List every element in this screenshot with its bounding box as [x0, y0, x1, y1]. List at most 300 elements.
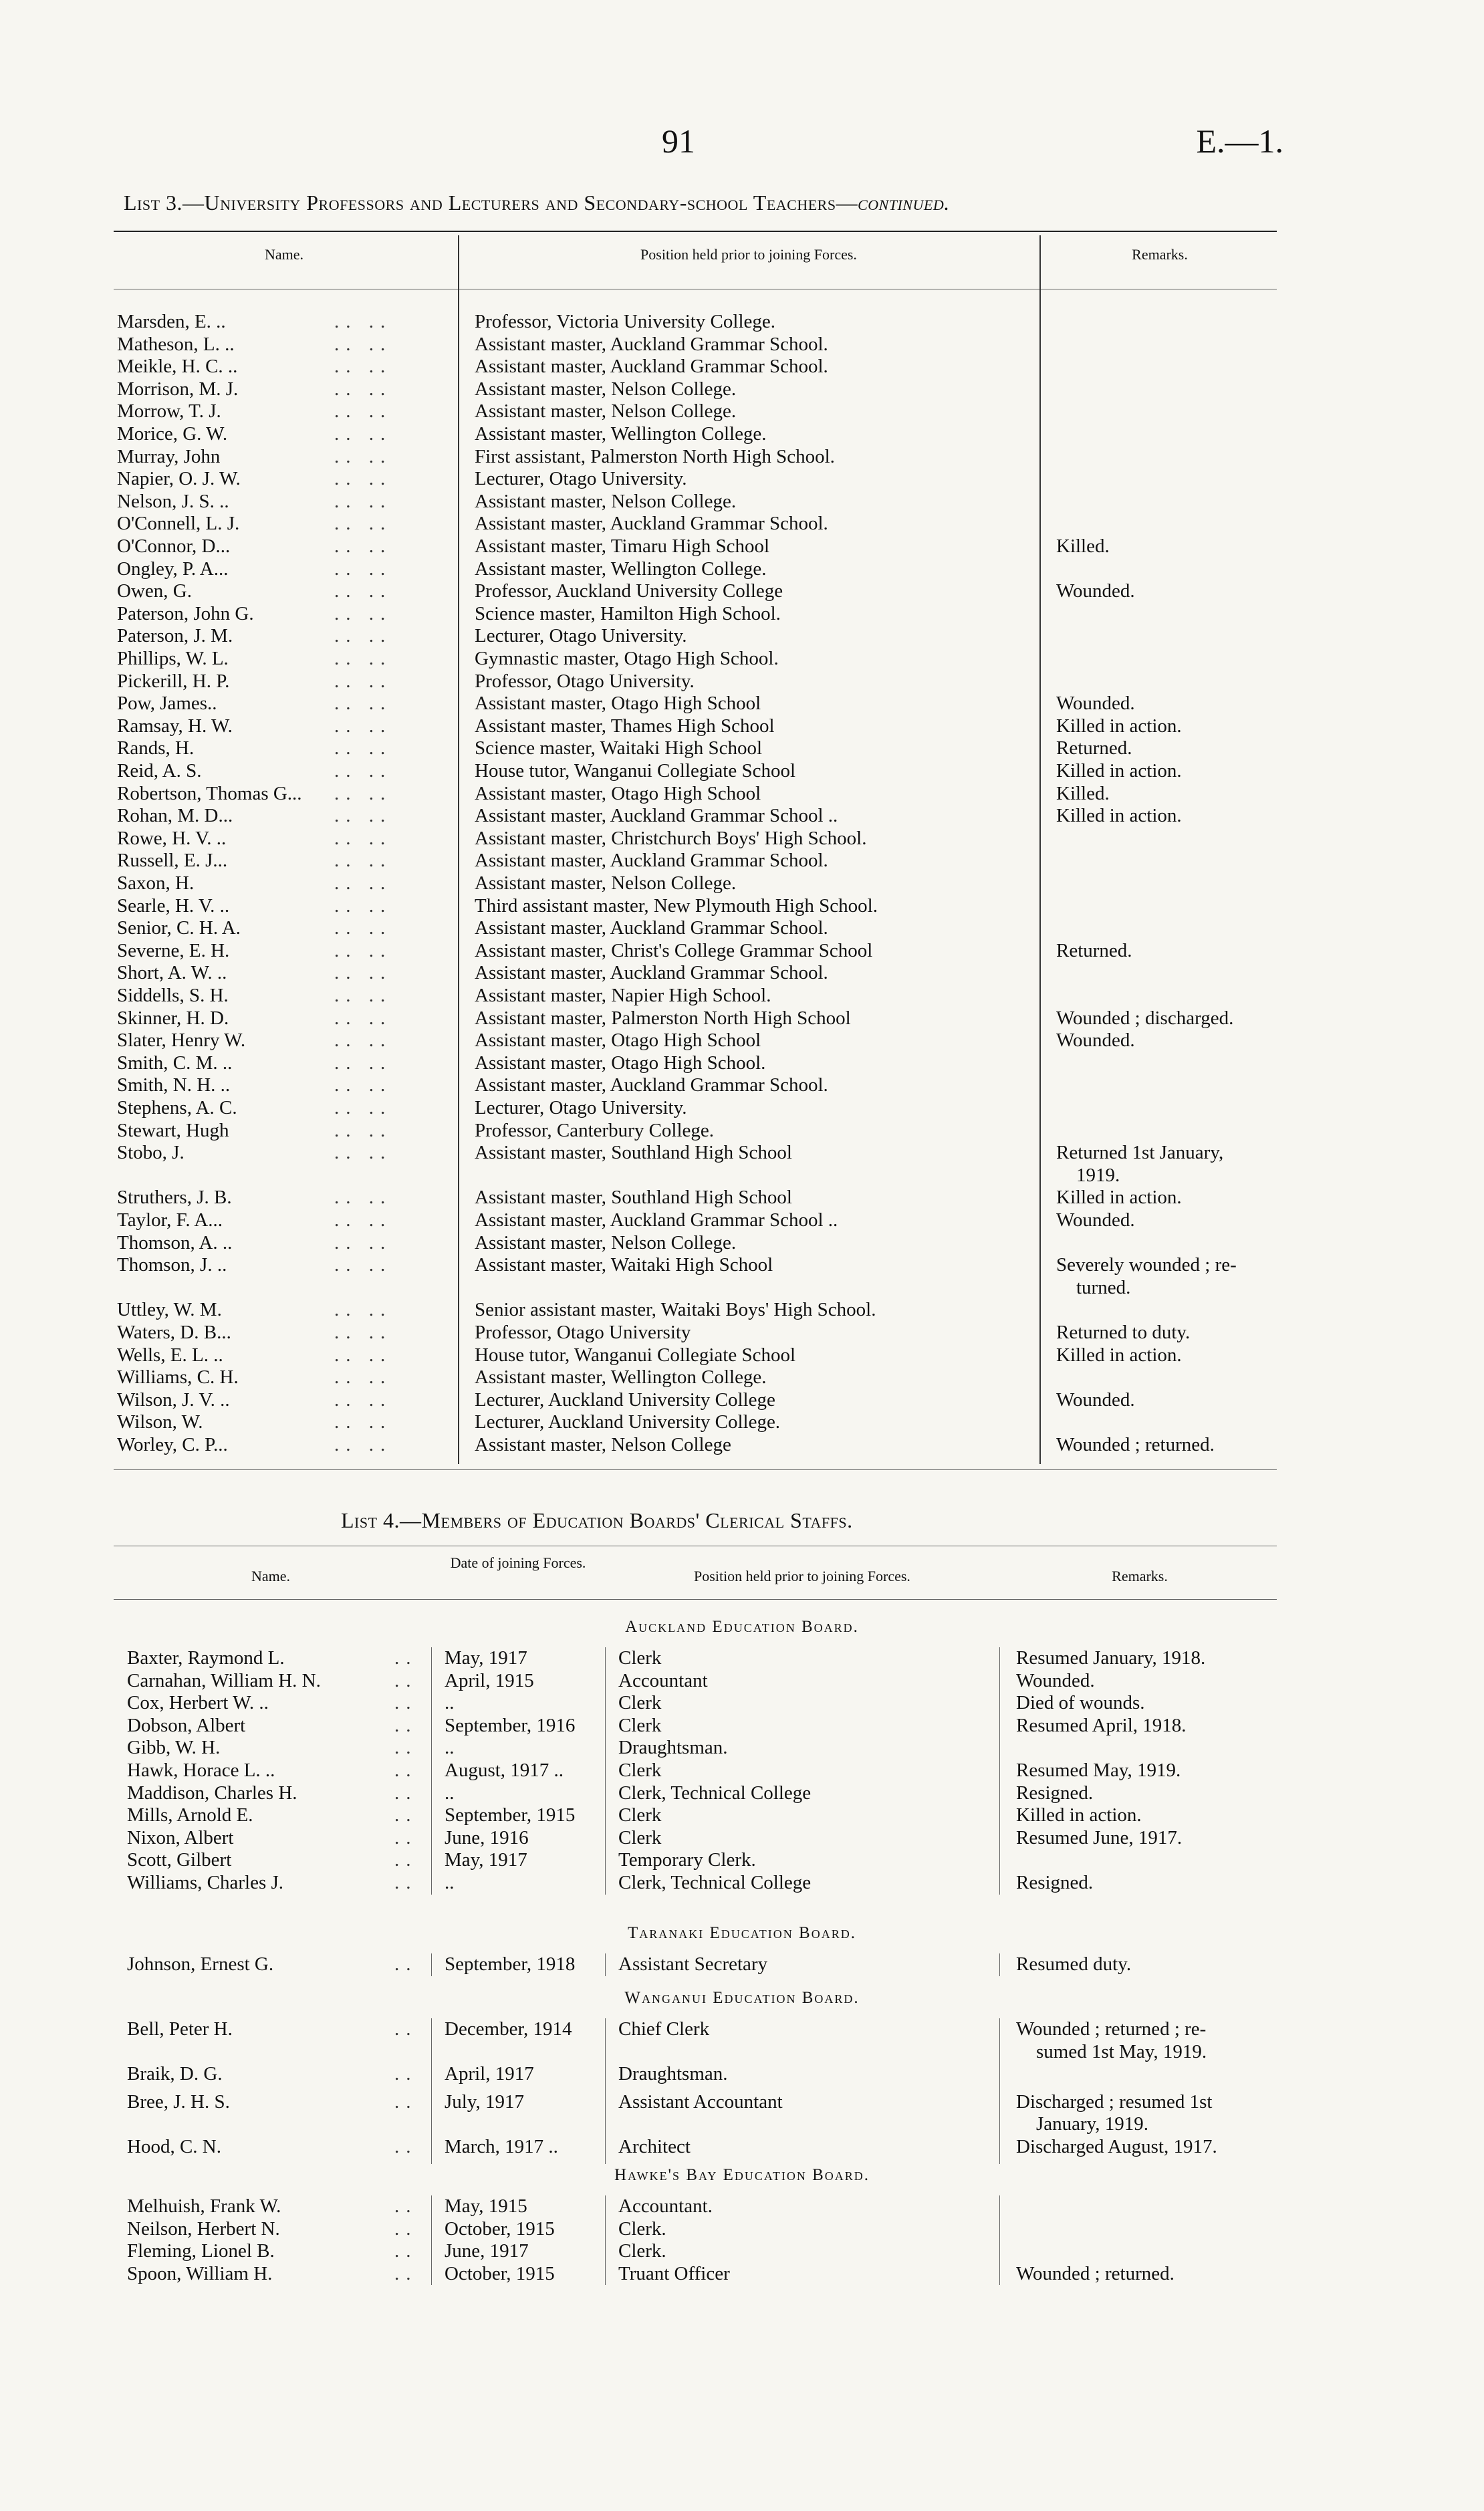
list3-position: House tutor, Wanganui Collegiate School: [475, 760, 796, 782]
list3-leader-dots: .. ..: [334, 805, 392, 827]
list3-position: Assistant master, Wellington College.: [475, 1366, 767, 1389]
list4-col-divider-2: [605, 2018, 606, 2164]
list3-remarks: Wounded.: [1056, 693, 1135, 715]
list3-row: [0, 558, 1484, 580]
list3-leader-dots: .. ..: [334, 872, 392, 894]
list4-remarks-continued: sumed 1st May, 1919.: [1036, 2040, 1207, 2062]
list3-header-remarks: Remarks.: [1132, 246, 1188, 263]
list3-leader-dots: .. ..: [334, 625, 392, 647]
list3-row: [0, 985, 1484, 1007]
list3-row: [0, 1120, 1484, 1142]
list4-row: [0, 2195, 1484, 2218]
list4-name: Spoon, William H.: [127, 2262, 273, 2284]
list3-leader-dots: .. ..: [334, 850, 392, 872]
list4-header-name: Name.: [251, 1568, 291, 1584]
list3-header-name: Name.: [264, 246, 304, 263]
list4-position: Chief Clerk: [618, 2018, 710, 2040]
list3-row: [0, 872, 1484, 894]
list3-name: Skinner, H. D.: [117, 1007, 229, 1029]
list3-leader-dots: .. ..: [334, 1052, 392, 1074]
list3-name: Marsden, E. ..: [117, 311, 226, 332]
list3-row-continued: [0, 1165, 1484, 1187]
list3-position: Assistant master, Wellington College.: [475, 423, 767, 445]
list3-leader-dots: .. ..: [334, 1074, 392, 1096]
list3-remarks: Killed in action.: [1056, 715, 1182, 737]
list4-name: Cox, Herbert W. ..: [127, 1692, 269, 1714]
list3-name: Short, A. W. ..: [117, 962, 227, 984]
list3-remarks: Wounded.: [1056, 1030, 1135, 1052]
list3-title: [124, 191, 950, 215]
list3-name: Slater, Henry W.: [117, 1030, 246, 1052]
list3-row: [0, 1209, 1484, 1231]
list4-name: Bell, Peter H.: [127, 2018, 233, 2040]
list4-position: Architect: [618, 2136, 691, 2157]
list4-row: [0, 1737, 1484, 1759]
list4-col-divider-3: [999, 1647, 1000, 1895]
list3-leader-dots: .. ..: [334, 1030, 392, 1052]
list4-row: [0, 2063, 1484, 2085]
list4-leader-dots: ..: [394, 1826, 418, 1848]
list3-position: Assistant master, Auckland Grammar School.: [475, 850, 828, 872]
list4-leader-dots: ..: [394, 1782, 418, 1804]
list4-position: Draughtsman.: [618, 2063, 728, 2085]
list3-position: Professor, Canterbury College.: [475, 1119, 715, 1141]
list4-date: ..: [445, 1692, 455, 1714]
list3-row: [0, 468, 1484, 490]
list4-name: Hawk, Horace L. ..: [127, 1760, 275, 1781]
list4-row: [0, 1953, 1484, 1976]
list4-remarks: Died of wounds.: [1016, 1692, 1145, 1714]
list3-name: O'Connell, L. J.: [117, 513, 240, 535]
list3-position: Assistant master, Otago High School.: [475, 1052, 766, 1074]
list4-header-position: Position held prior to joining Forces.: [694, 1568, 910, 1584]
list3-position: Assistant master, Auckland Grammar School ..: [475, 1209, 838, 1231]
list3-leader-dots: .. ..: [334, 894, 392, 917]
list4-date: September, 1918: [445, 1953, 576, 1975]
list3-leader-dots: .. ..: [334, 1366, 392, 1389]
list4-col-divider-1: [431, 2195, 432, 2285]
list4-remarks: Resumed April, 1918.: [1016, 1714, 1187, 1736]
list3-position: Assistant master, Auckland Grammar School.: [475, 333, 828, 355]
list4-remarks-continued: January, 1919.: [1036, 2113, 1149, 2135]
list3-row: [0, 1052, 1484, 1074]
list3-position: Assistant master, Christchurch Boys' High School.: [475, 827, 867, 849]
list3-remarks-continued: 1919.: [1076, 1164, 1120, 1186]
list3-leader-dots: .. ..: [334, 1299, 392, 1321]
list3-position: Lecturer, Auckland University College: [475, 1389, 775, 1411]
list4-position: Clerk: [618, 1826, 662, 1848]
list3-row: [0, 828, 1484, 850]
list4-remarks: Resumed duty.: [1016, 1953, 1132, 1975]
list4-name: Hood, C. N.: [127, 2136, 221, 2157]
list3-position: Assistant master, Christ's College Grammar School: [475, 939, 873, 961]
list3-leader-dots: .. ..: [334, 1209, 392, 1231]
list4-leader-dots: ..: [394, 1737, 418, 1759]
list4-remarks: Wounded ; returned.: [1016, 2262, 1174, 2284]
list3-row: [0, 311, 1484, 333]
list3-leader-dots: .. ..: [334, 1411, 392, 1433]
list4-row-continued: [0, 2113, 1484, 2135]
list4-header-remarks: Remarks.: [1112, 1568, 1168, 1584]
list4-row: [0, 2263, 1484, 2285]
list3-name: Severne, E. H.: [117, 939, 230, 961]
list3-row: [0, 1411, 1484, 1433]
list3-leader-dots: .. ..: [334, 580, 392, 602]
list3-position: Professor, Auckland University College: [475, 580, 783, 602]
list3-position: Assistant master, Nelson College.: [475, 872, 737, 894]
list3-name: Reid, A. S.: [117, 760, 202, 782]
list3-name: Ramsay, H. W.: [117, 715, 233, 737]
list4-row: [0, 1647, 1484, 1669]
list4-leader-dots: ..: [394, 2090, 418, 2113]
list3-leader-dots: .. ..: [334, 378, 392, 400]
list3-row: [0, 715, 1484, 737]
list3-position: Assistant master, Auckland Grammar School.: [475, 917, 828, 939]
list3-title-text: List 3.—University Professors and Lecturers and Secondary-school Teachers—: [124, 191, 858, 215]
list3-position: Assistant master, Auckland Grammar School.: [475, 513, 828, 535]
list3-name: Robertson, Thomas G...: [117, 782, 302, 804]
list3-leader-dots: .. ..: [334, 782, 392, 804]
list3-remarks: Killed in action.: [1056, 760, 1182, 782]
list3-name: Pow, James..: [117, 693, 217, 715]
list3-name: Morice, G. W.: [117, 423, 228, 445]
list3-position: First assistant, Palmerston North High School.: [475, 445, 835, 467]
list4-name: Baxter, Raymond L.: [127, 1647, 285, 1669]
list4-col-divider-2: [605, 1647, 606, 1895]
list4-date: July, 1917: [445, 2090, 524, 2113]
list3-name: Rands, H.: [117, 737, 195, 759]
list3-position: Science master, Waitaki High School: [475, 737, 763, 759]
list4-leader-dots: ..: [394, 2018, 418, 2040]
list4-row: [0, 1692, 1484, 1714]
list4-remarks: Wounded ; returned ; re-: [1016, 2018, 1207, 2040]
list4-date: October, 1915: [445, 2262, 555, 2284]
list3-name: Rowe, H. V. ..: [117, 827, 227, 849]
list3-position: Assistant master, Nelson College.: [475, 1231, 737, 1253]
list3-name: Matheson, L. ..: [117, 333, 235, 355]
list4-row: [0, 1670, 1484, 1692]
list3-name: Paterson, J. M.: [117, 625, 233, 647]
list4-position: Clerk: [618, 1804, 662, 1826]
list4-name: Dobson, Albert: [127, 1714, 246, 1736]
list4-name: Williams, Charles J.: [127, 1872, 284, 1893]
list3-name: Smith, N. H. ..: [117, 1074, 231, 1096]
list4-row: [0, 1715, 1484, 1737]
list3-row: [0, 1007, 1484, 1030]
list4-title: List 4.—Members of Education Boards' Clerical Staffs.: [341, 1508, 853, 1532]
list4-leader-dots: ..: [394, 1760, 418, 1781]
list3-position: Assistant master, Thames High School: [475, 715, 775, 737]
list3-leader-dots: .. ..: [334, 1119, 392, 1141]
list3-leader-dots: .. ..: [334, 670, 392, 692]
list4-leader-dots: ..: [394, 2240, 418, 2262]
list4-name: Neilson, Herbert N.: [127, 2218, 280, 2240]
list3-position: Assistant master, Timaru High School: [475, 535, 770, 557]
list4-name: Maddison, Charles H.: [127, 1782, 297, 1804]
list4-date: ..: [445, 1737, 455, 1759]
list3-row: [0, 805, 1484, 827]
list3-name: Nelson, J. S. ..: [117, 490, 229, 512]
list3-position: Assistant master, Palmerston North High School: [475, 1007, 851, 1029]
list3-name: Murray, John: [117, 445, 221, 467]
list4-date: ..: [445, 1872, 455, 1893]
list4-leader-dots: ..: [394, 2262, 418, 2284]
list3-name: Wilson, W.: [117, 1411, 203, 1433]
list3-row: [0, 895, 1484, 917]
list3-row: [0, 1187, 1484, 1209]
list3-row: [0, 1299, 1484, 1321]
list3-leader-dots: .. ..: [334, 715, 392, 737]
list4-row: [0, 1872, 1484, 1894]
list4-row: [0, 1782, 1484, 1804]
list4-remarks: Resumed June, 1917.: [1016, 1826, 1183, 1848]
list3-row: [0, 917, 1484, 939]
list4-remarks: Discharged August, 1917.: [1016, 2136, 1217, 2157]
list3-row: [0, 1322, 1484, 1344]
list4-leader-dots: ..: [394, 1872, 418, 1893]
list3-position: Assistant master, Otago High School: [475, 693, 761, 715]
list3-remarks: Killed.: [1056, 782, 1110, 804]
list3-leader-dots: .. ..: [334, 1254, 392, 1276]
list3-row: [0, 1074, 1484, 1096]
list3-position: Assistant master, Napier High School.: [475, 985, 771, 1006]
list3-row: [0, 378, 1484, 400]
list3-row: [0, 1344, 1484, 1366]
list3-name: Siddells, S. H.: [117, 985, 229, 1006]
list4-date: June, 1916: [445, 1826, 529, 1848]
list4-leader-dots: ..: [394, 2063, 418, 2085]
list3-name: Morrison, M. J.: [117, 378, 239, 400]
list3-leader-dots: .. ..: [334, 356, 392, 378]
list3-leader-dots: .. ..: [334, 468, 392, 490]
list3-row: [0, 1389, 1484, 1411]
list3-position: Assistant master, Auckland Grammar School.: [475, 1074, 828, 1096]
list3-leader-dots: .. ..: [334, 400, 392, 423]
list3-position: Assistant master, Nelson College: [475, 1434, 731, 1455]
list4-col-divider-3: [999, 1953, 1000, 1976]
list3-leader-dots: .. ..: [334, 445, 392, 467]
list3-leader-dots: .. ..: [334, 939, 392, 961]
list3-leader-dots: .. ..: [334, 513, 392, 535]
list3-name: Saxon, H.: [117, 872, 195, 894]
list3-remarks: Killed.: [1056, 535, 1110, 557]
list3-name: Stobo, J.: [117, 1142, 184, 1164]
list4-date: December, 1914: [445, 2018, 572, 2040]
list4-row: [0, 2240, 1484, 2262]
list4-leader-dots: ..: [394, 1669, 418, 1691]
list3-name: Pickerill, H. P.: [117, 670, 230, 692]
list4-position: Draughtsman.: [618, 1737, 728, 1759]
list4-position: Clerk: [618, 1760, 662, 1781]
list3-position: Lecturer, Otago University.: [475, 1097, 687, 1118]
list3-row: [0, 693, 1484, 715]
list3-name: Uttley, W. M.: [117, 1299, 222, 1321]
list3-row: [0, 1254, 1484, 1276]
list3-leader-dots: .. ..: [334, 737, 392, 759]
list4-name: Bree, J. H. S.: [127, 2090, 230, 2113]
list4-name: Melhuish, Frank W.: [127, 2195, 281, 2217]
list3-leader-dots: .. ..: [334, 1097, 392, 1118]
list3-name: Thomson, A. ..: [117, 1231, 233, 1253]
list3-position: Third assistant master, New Plymouth High School.: [475, 894, 878, 917]
list4-col-divider-2: [605, 2195, 606, 2285]
list3-position: Assistant master, Otago High School: [475, 1030, 761, 1052]
list3-leader-dots: .. ..: [334, 1007, 392, 1029]
list3-row: [0, 737, 1484, 759]
list3-bottom-rule: [114, 1469, 1277, 1470]
document-code: E.—1.: [1196, 122, 1283, 160]
list4-name: Scott, Gilbert: [127, 1849, 232, 1871]
list3-remarks-continued: turned.: [1076, 1276, 1131, 1298]
list4-date: August, 1917 ..: [445, 1760, 564, 1781]
list3-name: Struthers, J. B.: [117, 1187, 232, 1209]
list3-position: Assistant master, Southland High School: [475, 1187, 792, 1209]
list4-col-divider-1: [431, 1647, 432, 1895]
list3-name: Stewart, Hugh: [117, 1119, 229, 1141]
list4-position: Clerk.: [618, 2240, 666, 2262]
list4-remarks: Discharged ; resumed 1st: [1016, 2090, 1213, 2113]
list4-position: Clerk: [618, 1714, 662, 1736]
page-number: 91: [662, 122, 695, 160]
list3-row: [0, 356, 1484, 378]
list3-leader-dots: .. ..: [334, 333, 392, 355]
list3-row: [0, 1366, 1484, 1389]
list3-position: Lecturer, Otago University.: [475, 468, 687, 490]
list4-position: Clerk, Technical College: [618, 1782, 812, 1804]
list3-row: [0, 1097, 1484, 1119]
list3-position: Professor, Victoria University College.: [475, 311, 776, 332]
list4-position: Assistant Accountant: [618, 2090, 783, 2113]
list3-name: Ongley, P. A...: [117, 558, 229, 580]
list4-date: ..: [445, 1782, 455, 1804]
list3-row: [0, 648, 1484, 670]
list3-leader-dots: .. ..: [334, 1434, 392, 1455]
list3-remarks: Returned 1st January,: [1056, 1142, 1224, 1164]
list4-header-date: Date of joining Forces.: [450, 1554, 586, 1571]
board-title: Hawke's Bay Education Board.: [614, 2166, 870, 2184]
list3-name: Taylor, F. A...: [117, 1209, 223, 1231]
board-title: Auckland Education Board.: [625, 1618, 859, 1636]
list3-position: Professor, Otago University.: [475, 670, 695, 692]
list3-name: Meikle, H. C. ..: [117, 356, 238, 378]
list3-name: Russell, E. J...: [117, 850, 228, 872]
list3-leader-dots: .. ..: [334, 827, 392, 849]
list4-position: Assistant Secretary: [618, 1953, 768, 1975]
list3-position: Assistant master, Auckland Grammar School.: [475, 962, 828, 984]
list3-position: Gymnastic master, Otago High School.: [475, 648, 779, 669]
list4-remarks: Resumed May, 1919.: [1016, 1760, 1181, 1781]
list4-date: April, 1917: [445, 2063, 534, 2085]
list3-row: [0, 1142, 1484, 1164]
board-title: Taranaki Education Board.: [628, 1924, 856, 1942]
list3-leader-dots: .. ..: [334, 648, 392, 669]
list3-name: Rohan, M. D...: [117, 805, 233, 827]
list3-remarks: Wounded.: [1056, 580, 1135, 602]
list3-remarks: Severely wounded ; re-: [1056, 1254, 1237, 1276]
list3-leader-dots: .. ..: [334, 917, 392, 939]
list3-remarks: Wounded ; returned.: [1056, 1434, 1215, 1455]
list4-leader-dots: ..: [394, 1804, 418, 1826]
list4-position: Accountant.: [618, 2195, 713, 2217]
list3-name: O'Connor, D...: [117, 535, 231, 557]
list3-leader-dots: .. ..: [334, 602, 392, 624]
list3-row: [0, 603, 1484, 625]
list4-row: [0, 1849, 1484, 1871]
list3-row: [0, 334, 1484, 356]
list3-top-rule: [114, 231, 1277, 232]
list3-position: Assistant master, Auckland Grammar School.: [475, 356, 828, 378]
list4-col-divider-2: [605, 1953, 606, 1976]
list4-position: Clerk, Technical College: [618, 1872, 812, 1893]
list3-name: Smith, C. M. ..: [117, 1052, 233, 1074]
list3-name: Owen, G.: [117, 580, 192, 602]
list3-remarks: Wounded.: [1056, 1389, 1135, 1411]
list3-name: Paterson, John G.: [117, 602, 254, 624]
list3-name: Stephens, A. C.: [117, 1097, 237, 1118]
list3-leader-dots: .. ..: [334, 1142, 392, 1164]
list3-name: Searle, H. V. ..: [117, 894, 230, 917]
list3-row: [0, 1434, 1484, 1456]
list4-position: Accountant: [618, 1669, 708, 1691]
list3-name: Morrow, T. J.: [117, 400, 221, 423]
list3-name: Wilson, J. V. ..: [117, 1389, 230, 1411]
list4-date: June, 1917: [445, 2240, 529, 2262]
list4-row: [0, 1804, 1484, 1826]
list3-row: [0, 535, 1484, 558]
list4-name: Nixon, Albert: [127, 1826, 234, 1848]
list3-position: Assistant master, Nelson College.: [475, 400, 737, 423]
list4-leader-dots: ..: [394, 1849, 418, 1871]
list3-remarks: Returned.: [1056, 939, 1132, 961]
list4-col-divider-1: [431, 2018, 432, 2164]
list3-name: Senior, C. H. A.: [117, 917, 241, 939]
list4-row: [0, 2091, 1484, 2113]
list3-row: [0, 625, 1484, 647]
list3-row-continued: [0, 1277, 1484, 1299]
list3-name: Waters, D. B...: [117, 1322, 231, 1343]
list3-leader-dots: .. ..: [334, 535, 392, 557]
list4-leader-dots: ..: [394, 1714, 418, 1736]
list3-leader-dots: .. ..: [334, 962, 392, 984]
list4-position: Clerk.: [618, 2218, 666, 2240]
list4-row: [0, 2218, 1484, 2240]
list3-leader-dots: .. ..: [334, 490, 392, 512]
list3-position: Assistant master, Auckland Grammar School ..: [475, 805, 838, 827]
list4-date: September, 1916: [445, 1714, 576, 1736]
list3-name: Thomson, J. ..: [117, 1254, 227, 1276]
list3-leader-dots: .. ..: [334, 1231, 392, 1253]
board-title: Wanganui Education Board.: [624, 1989, 860, 2007]
list4-date: September, 1915: [445, 1804, 576, 1826]
list3-row: [0, 760, 1484, 782]
list4-remarks: Wounded.: [1016, 1669, 1095, 1691]
list3-position: Senior assistant master, Waitaki Boys' High School.: [475, 1299, 876, 1321]
list3-leader-dots: .. ..: [334, 1322, 392, 1343]
list3-row: [0, 962, 1484, 984]
list3-position: Assistant master, Nelson College.: [475, 490, 737, 512]
list4-name: Braik, D. G.: [127, 2063, 223, 2085]
list4-row: [0, 2018, 1484, 2040]
list4-remarks: Killed in action.: [1016, 1804, 1142, 1826]
list3-row: [0, 423, 1484, 445]
list4-col-divider-3: [999, 2195, 1000, 2285]
list3-row: [0, 1030, 1484, 1052]
list4-row: [0, 1827, 1484, 1849]
list4-remarks: Resigned.: [1016, 1872, 1094, 1893]
list3-position: Assistant master, Waitaki High School: [475, 1254, 773, 1276]
list4-row: [0, 2136, 1484, 2158]
list4-leader-dots: ..: [394, 2195, 418, 2217]
